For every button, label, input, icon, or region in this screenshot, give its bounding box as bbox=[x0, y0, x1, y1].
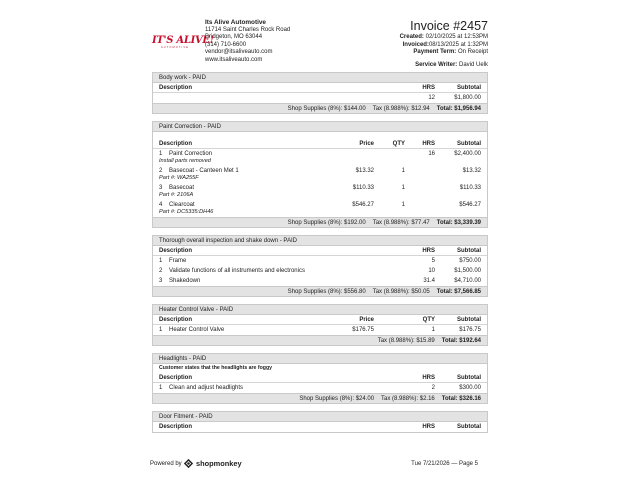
column-header bbox=[153, 422, 487, 432]
invoice-page bbox=[152, 16, 488, 433]
col-description: Description bbox=[159, 424, 193, 430]
page-footer bbox=[150, 459, 478, 471]
subtotal-value: $300.00 bbox=[459, 385, 481, 391]
part-number: Part #: WA255F bbox=[159, 175, 199, 181]
column-header bbox=[153, 83, 487, 93]
shop-supplies: Shop Supplies (8%): $556.80 bbox=[287, 289, 366, 295]
table-row bbox=[153, 383, 487, 393]
col-subtotal: Subtotal bbox=[457, 317, 481, 323]
subtotal-value: $4,710.00 bbox=[454, 278, 481, 284]
col-subtotal: Subtotal bbox=[457, 141, 481, 147]
invoice-meta bbox=[400, 18, 488, 57]
section-title: Headlights - PAID bbox=[153, 354, 487, 364]
part-number: Part #: 2106A bbox=[159, 192, 194, 198]
total: Total: $3,339.39 bbox=[436, 220, 481, 226]
column-header bbox=[153, 315, 487, 325]
subtotal-value: $1,500.00 bbox=[454, 268, 481, 274]
shop-website: www.itsaliveauto.com bbox=[205, 56, 263, 63]
section-headlights bbox=[152, 353, 488, 404]
col-price: Price bbox=[359, 141, 374, 147]
logo-wordmark: IT'S ALIVE! bbox=[152, 35, 214, 46]
line-note: Install parts removed bbox=[159, 158, 211, 164]
section-paint-correction bbox=[152, 121, 488, 228]
section-totals bbox=[153, 286, 487, 296]
col-hrs: HRS bbox=[422, 141, 435, 147]
line-description: Basecoat - Canteen Met 1 bbox=[169, 168, 239, 174]
col-description: Description bbox=[159, 85, 193, 91]
tax: Tax (8.988%): $15.89 bbox=[377, 338, 435, 344]
section-totals bbox=[153, 335, 487, 345]
hrs-value: 5 bbox=[431, 258, 435, 264]
table-row bbox=[153, 276, 487, 286]
col-hrs: HRS bbox=[422, 85, 435, 91]
line-description: Frame bbox=[169, 258, 187, 264]
qty-value: 1 bbox=[431, 327, 435, 333]
col-qty: QTY bbox=[392, 141, 405, 147]
tax: Tax (8.988%): $12.94 bbox=[372, 106, 430, 112]
table-row bbox=[153, 149, 487, 166]
section-title: Heater Control Valve - PAID bbox=[153, 305, 487, 315]
line-description: Clearcoat bbox=[169, 202, 195, 208]
line-number: 1 bbox=[159, 327, 163, 333]
table-row bbox=[153, 200, 487, 217]
col-hrs: HRS bbox=[422, 375, 435, 381]
part-number: Part #: DC5335:DH46 bbox=[159, 209, 214, 215]
total: Total: $1,956.94 bbox=[436, 106, 481, 112]
hrs-value: 2 bbox=[431, 385, 435, 391]
column-header bbox=[153, 373, 487, 383]
hrs-value: 16 bbox=[428, 151, 435, 157]
col-description: Description bbox=[159, 375, 193, 381]
table-row bbox=[153, 166, 487, 183]
qty-value: 1 bbox=[401, 202, 405, 208]
col-description: Description bbox=[159, 248, 193, 254]
subtotal-value: $13.32 bbox=[462, 168, 481, 174]
shop-info bbox=[205, 19, 290, 65]
shopmonkey-icon bbox=[184, 459, 193, 468]
payment-term: Payment Term: On Receipt bbox=[413, 49, 488, 56]
table-row bbox=[153, 266, 487, 276]
qty-value: 1 bbox=[401, 168, 405, 174]
section-title: Thorough overall inspection and shake down - PAID bbox=[153, 236, 487, 246]
hrs-value: 10 bbox=[428, 268, 435, 274]
section-totals bbox=[153, 217, 487, 227]
table-row bbox=[153, 325, 487, 335]
col-subtotal: Subtotal bbox=[457, 424, 481, 430]
col-description: Description bbox=[159, 317, 193, 323]
section-heater-valve bbox=[152, 304, 488, 346]
powered-by-label: Powered by bbox=[150, 461, 182, 467]
brand-name: shopmonkey bbox=[196, 459, 242, 468]
created-date: Created: 02/10/2025 at 12:53PM bbox=[399, 34, 488, 40]
shop-email: vendor@itsaliveauto.com bbox=[205, 49, 273, 56]
col-subtotal: Subtotal bbox=[457, 248, 481, 254]
subtotal-value: $1,800.00 bbox=[454, 95, 481, 101]
section-totals bbox=[153, 393, 487, 403]
section-title: Paint Correction - PAID bbox=[153, 122, 487, 132]
line-number: 4 bbox=[159, 202, 163, 208]
price-value: $110.33 bbox=[352, 185, 374, 191]
customer-note: Customer states that the headlights are foggy bbox=[159, 365, 272, 371]
table-row bbox=[153, 93, 487, 103]
col-subtotal: Subtotal bbox=[457, 85, 481, 91]
section-inspection bbox=[152, 235, 488, 297]
line-number: 1 bbox=[159, 258, 163, 264]
section-title: Body work - PAID bbox=[153, 73, 487, 83]
line-number: 1 bbox=[159, 385, 163, 391]
shop-address-line2: Bridgeton, MO 63044 bbox=[205, 34, 263, 41]
line-number: 3 bbox=[159, 185, 163, 191]
invoiced-date: Invoiced:08/13/2025 at 1:32PM bbox=[402, 41, 488, 48]
total: Total: $7,566.85 bbox=[436, 289, 481, 295]
shop-name: Its Alive Automotive bbox=[205, 19, 266, 26]
shop-supplies: Shop Supplies (8%): $144.00 bbox=[287, 106, 366, 112]
shop-supplies: Shop Supplies (8%): $24.00 bbox=[299, 396, 375, 402]
tax: Tax (8.988%): $50.05 bbox=[372, 289, 430, 295]
line-number: 1 bbox=[159, 151, 163, 157]
column-header bbox=[153, 139, 487, 149]
subtotal-value: $750.00 bbox=[459, 258, 481, 264]
tax: Tax (8.988%): $2.16 bbox=[381, 396, 435, 402]
section-title: Door Fitment - PAID bbox=[153, 412, 487, 422]
price-value: $176.75 bbox=[352, 327, 374, 333]
table-row bbox=[153, 256, 487, 266]
column-header bbox=[153, 246, 487, 256]
line-number: 2 bbox=[159, 268, 163, 274]
section-totals bbox=[153, 103, 487, 113]
invoice-header bbox=[152, 16, 488, 72]
table-row bbox=[153, 183, 487, 200]
line-description: Basecoat bbox=[169, 185, 195, 191]
price-value: $13.32 bbox=[355, 168, 374, 174]
subtotal-value: $176.75 bbox=[459, 327, 481, 333]
line-description: Clean and adjust headlights bbox=[169, 385, 244, 391]
shop-logo bbox=[152, 35, 214, 51]
total: Total: $192.64 bbox=[441, 338, 481, 344]
col-hrs: HRS bbox=[422, 248, 435, 254]
shop-supplies: Shop Supplies (8%): $192.00 bbox=[287, 220, 366, 226]
invoice-title: Invoice #2457 bbox=[410, 19, 488, 33]
service-writer: Service Writer: David Uelk bbox=[415, 62, 488, 68]
logo-subtitle: AUTOMOTIVE bbox=[160, 46, 190, 49]
col-price: Price bbox=[359, 317, 374, 323]
col-hrs: HRS bbox=[422, 424, 435, 430]
subtotal-value: $110.33 bbox=[459, 185, 481, 191]
section-body-work bbox=[152, 72, 488, 114]
line-number: 3 bbox=[159, 278, 163, 284]
section-door-fitment bbox=[152, 411, 488, 433]
line-description: Shakedown bbox=[169, 278, 201, 284]
line-description: Paint Correction bbox=[169, 151, 213, 157]
total: Total: $326.16 bbox=[441, 396, 481, 402]
shopmonkey-logo bbox=[184, 459, 242, 468]
line-description: Heater Control Valve bbox=[169, 327, 225, 333]
shop-phone: (314) 710-6600 bbox=[205, 41, 247, 48]
price-value: $546.27 bbox=[352, 202, 374, 208]
qty-value: 1 bbox=[401, 185, 405, 191]
col-subtotal: Subtotal bbox=[457, 375, 481, 381]
col-qty: QTY bbox=[422, 317, 435, 323]
shop-address-line1: 11714 Saint Charles Rock Road bbox=[205, 26, 291, 33]
hrs-value: 12 bbox=[428, 95, 435, 101]
subtotal-value: $546.27 bbox=[459, 202, 481, 208]
hrs-value: 31.4 bbox=[423, 278, 435, 284]
line-number: 2 bbox=[159, 168, 163, 174]
line-description: Validate functions of all instruments and electronics bbox=[169, 268, 305, 274]
subtotal-value: $2,400.00 bbox=[454, 151, 481, 157]
col-description: Description bbox=[159, 141, 193, 147]
tax: Tax (8.988%): $77.47 bbox=[372, 220, 430, 226]
page-number: Tue 7/21/2026 — Page 5 bbox=[411, 461, 478, 467]
